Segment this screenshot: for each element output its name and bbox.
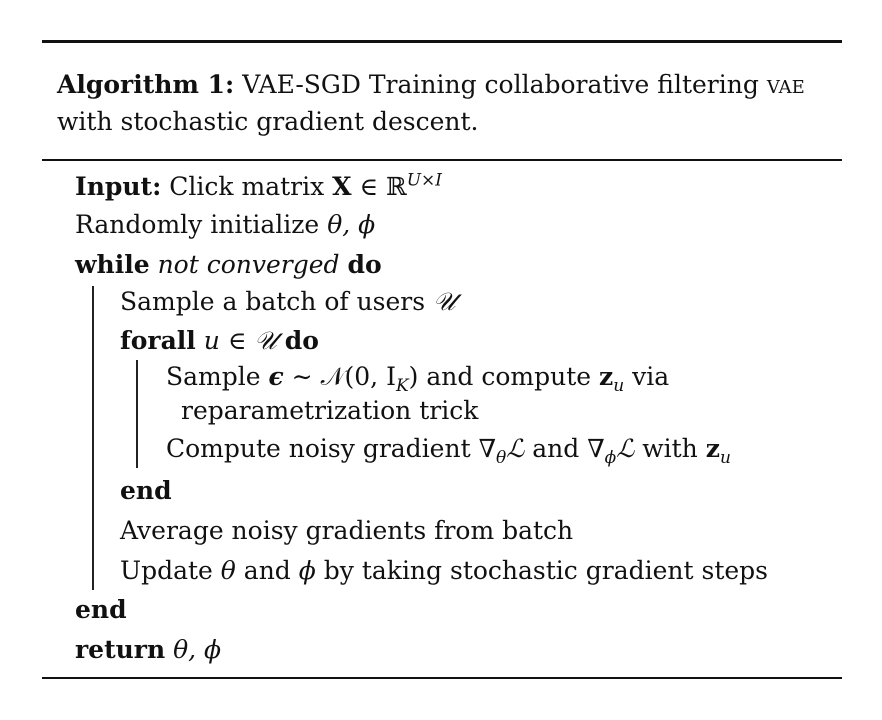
line-forall [120, 326, 319, 356]
line-return [75, 635, 221, 665]
sample-eps-mid: and compute [426, 362, 592, 391]
distribution-close: ) [408, 362, 419, 391]
end-inner-keyword: end [120, 476, 172, 505]
line-end-inner [120, 476, 172, 506]
input-text: Click matrix [169, 172, 325, 201]
grad-with: with [642, 434, 698, 463]
while-keyword: while [75, 250, 150, 279]
reparam-text: reparametrization trick [181, 396, 479, 425]
input-matrix-symbol: X [332, 172, 352, 201]
forall-element-of: ∈ [227, 326, 247, 355]
return-vars: θ, ϕ [173, 635, 222, 664]
line-while [75, 250, 382, 280]
forall-do-keyword: do [284, 326, 319, 355]
line-reparametrization [181, 396, 478, 426]
normal-distribution: ∼ 𝒩(0, I [291, 362, 396, 391]
while-block-bar [92, 286, 94, 590]
z-symbol: z [599, 362, 614, 391]
input-keyword: Input: [75, 172, 162, 201]
update-phi: ϕ [298, 556, 316, 585]
algorithm-label: Algorithm 1: [57, 70, 235, 99]
update-and: and [243, 556, 291, 585]
return-keyword: return [75, 635, 166, 664]
sample-eps-pre: Sample [166, 362, 261, 391]
line-average [120, 516, 573, 546]
input-element-of: ∈ ℝ [359, 172, 407, 201]
grad-z-symbol: z [705, 434, 720, 463]
forall-variable: u [203, 326, 220, 355]
forall-block-bar [136, 360, 138, 468]
end-outer-keyword: end [75, 595, 127, 624]
forall-set: 𝒰 [254, 326, 277, 355]
algorithm-title-continued: with stochastic gradient descent. [57, 107, 479, 136]
while-do-keyword: do [347, 250, 382, 279]
z-subscript: u [613, 375, 625, 396]
line-input [75, 172, 442, 202]
line-end-outer [75, 595, 127, 625]
bottom-rule [42, 677, 842, 679]
loss-symbol-2: ℒ [616, 434, 635, 463]
line-update [120, 556, 768, 586]
epsilon-symbol: ϵ [268, 362, 284, 391]
update-theta: θ [220, 556, 236, 585]
algorithm-title: VAE-SGD Training collaborative filtering [242, 70, 759, 99]
while-condition: not converged [157, 250, 340, 279]
grad-theta-subscript: θ [496, 447, 507, 468]
loss-symbol-1: ℒ [506, 434, 525, 463]
sample-eps-via: via [632, 362, 670, 391]
grad-pre: Compute noisy gradient ∇ [166, 434, 497, 463]
middle-rule [42, 159, 842, 161]
forall-keyword: forall [120, 326, 196, 355]
algorithm-title-smallcaps: vae [766, 70, 805, 99]
init-text: Randomly initialize [75, 210, 320, 239]
average-text: Average noisy gradients from batch [120, 516, 574, 545]
sample-batch-set: 𝒰 [433, 287, 456, 316]
identity-subscript: K [395, 375, 409, 396]
update-post: by taking stochastic gradient steps [323, 556, 768, 585]
grad-phi-subscript: ϕ [604, 447, 617, 468]
line-sample-epsilon [166, 362, 670, 396]
grad-and: and ∇ [532, 434, 605, 463]
top-rule [42, 40, 842, 43]
update-pre: Update [120, 556, 213, 585]
algorithm-caption [57, 66, 827, 140]
sample-batch-text: Sample a batch of users [120, 287, 426, 316]
line-initialize [75, 210, 375, 240]
grad-z-subscript: u [719, 447, 731, 468]
line-compute-gradient [166, 434, 731, 468]
line-sample-batch [120, 287, 456, 317]
input-dimension: U×I [406, 170, 443, 191]
init-vars: θ, ϕ [327, 210, 376, 239]
